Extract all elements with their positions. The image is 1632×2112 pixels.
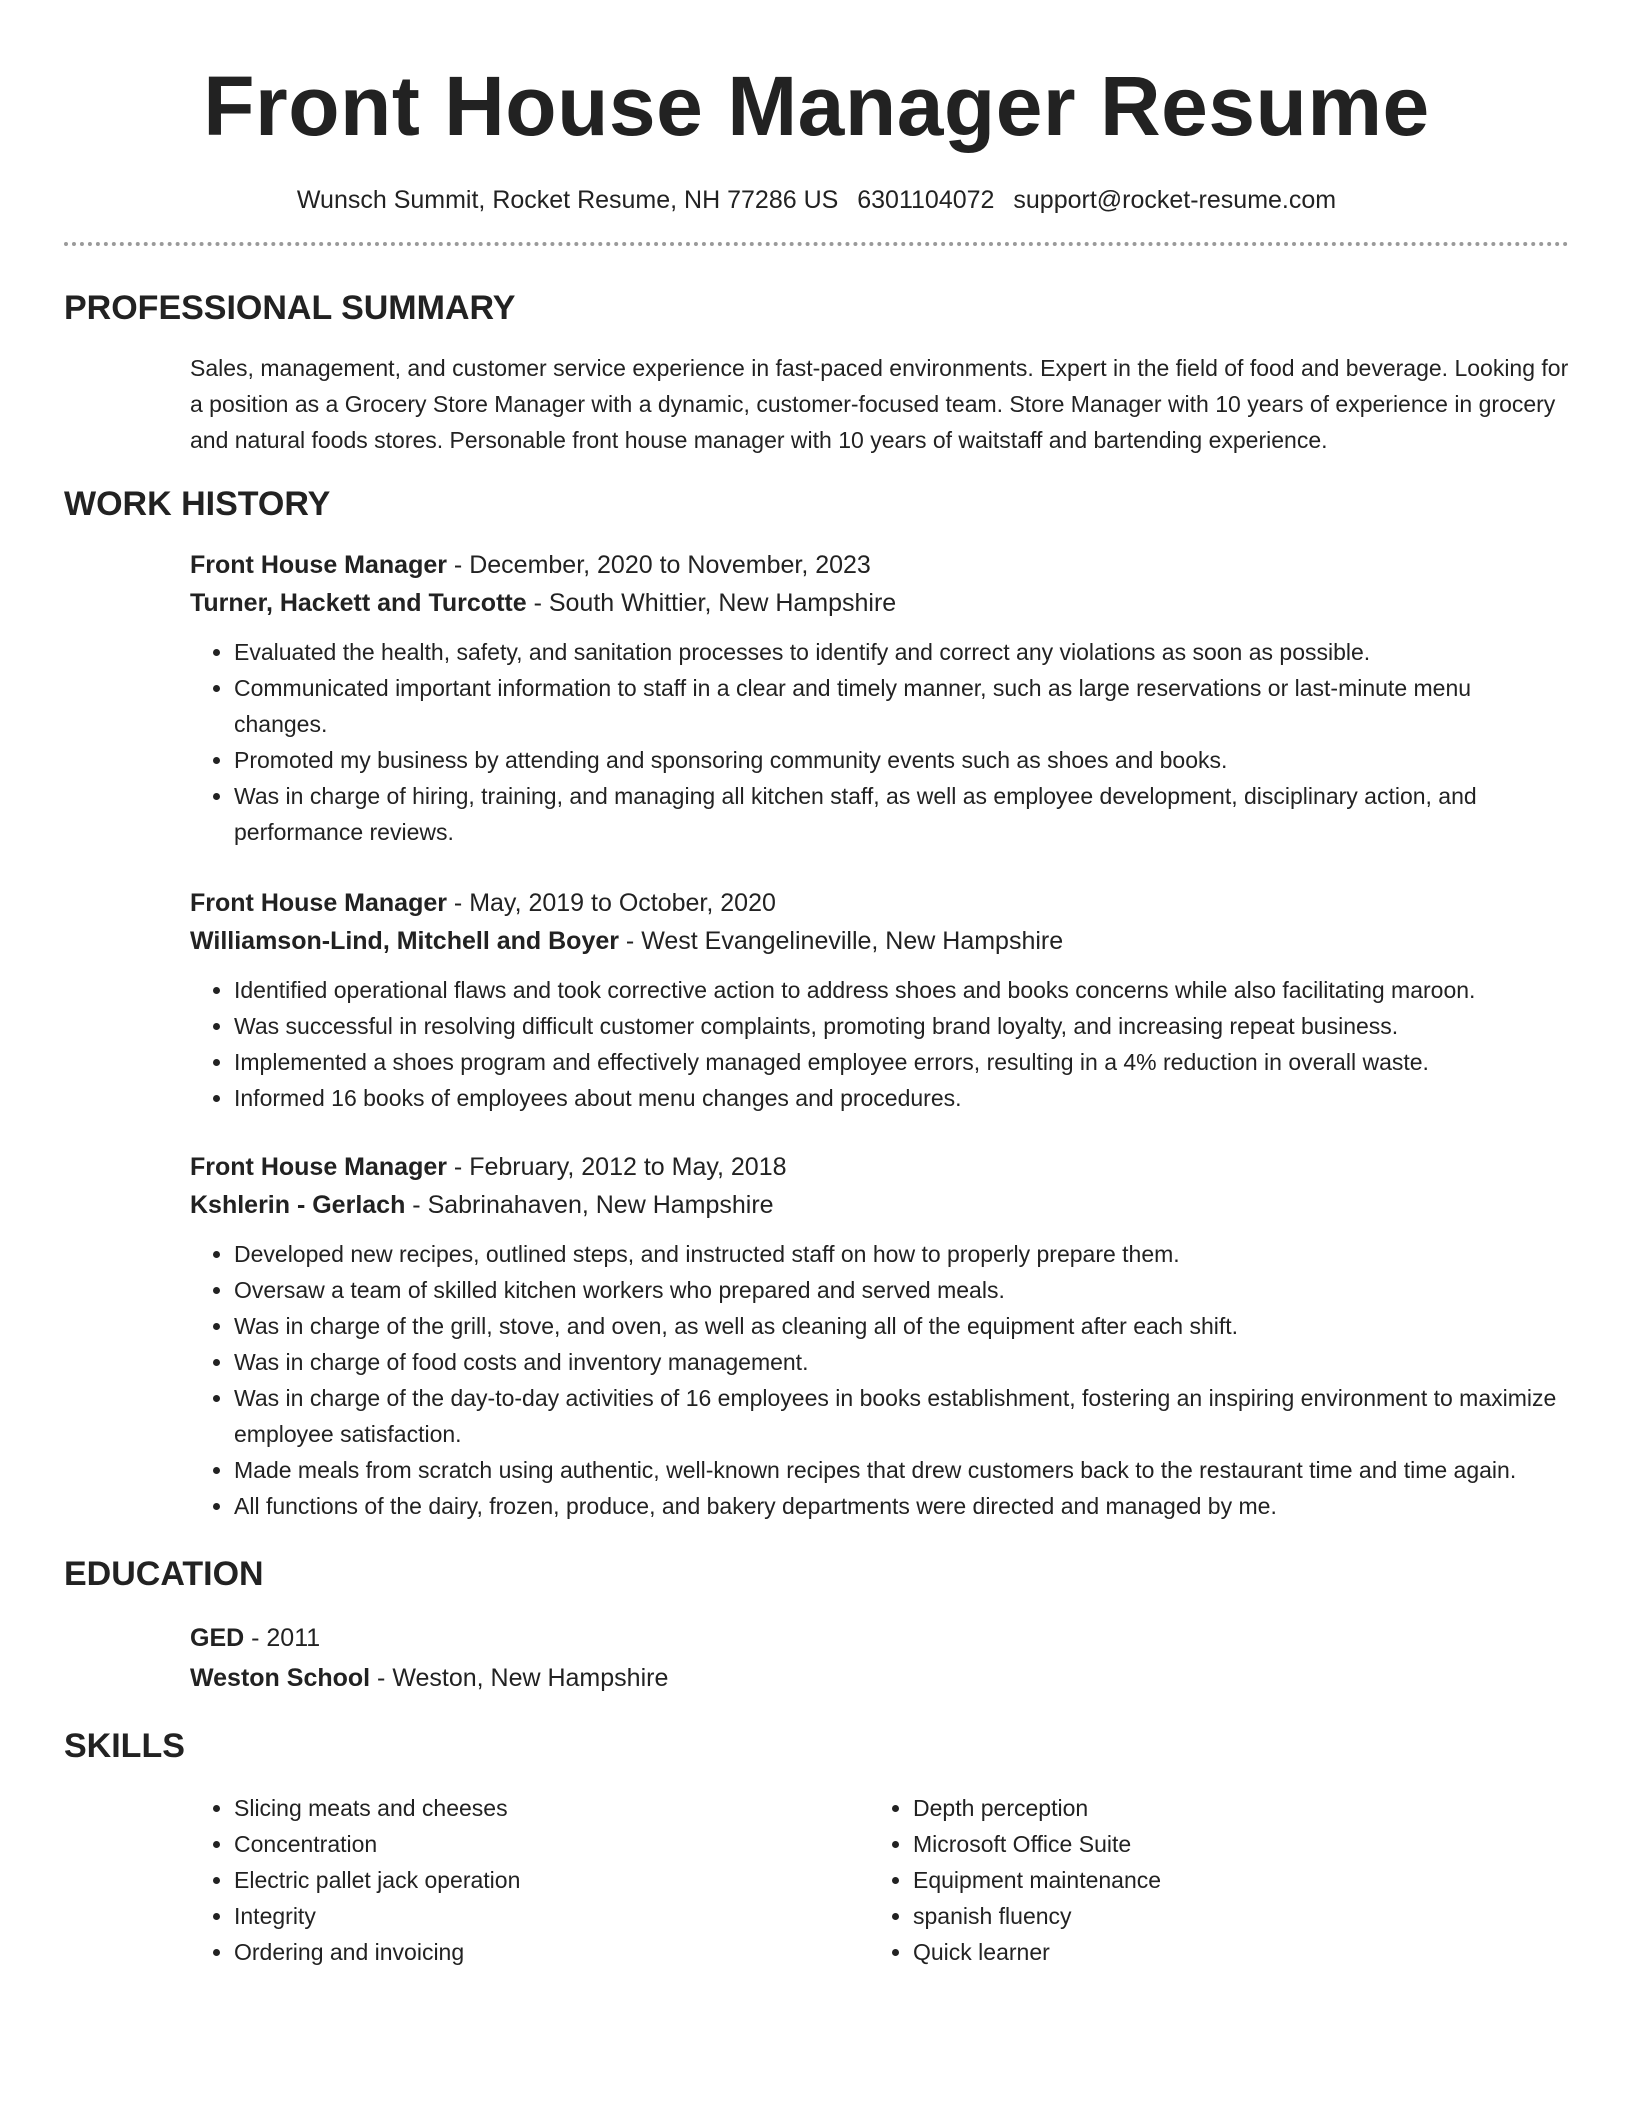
education-year: - 2011: [244, 1624, 321, 1652]
list-item: • Electric pallet jack operation: [234, 1862, 869, 1898]
job-title: Front House Manager: [190, 1153, 447, 1181]
job-bullets: [190, 634, 1569, 850]
job-entry: [190, 546, 1569, 850]
list-item: • Microsoft Office Suite: [913, 1826, 1548, 1862]
list-item: • Informed 16 books of employees about menu changes and procedures.: [234, 1080, 1569, 1116]
list-item: • Evaluated the health, safety, and sanitation processes to identify and correct any violations as soon as possible.: [234, 634, 1569, 670]
list-item: • Promoted my business by attending and sponsoring community events such as shoes and books.: [234, 742, 1569, 778]
header-divider: [64, 242, 1569, 246]
job-title: Front House Manager: [190, 551, 447, 579]
section-title-education: EDUCATION: [64, 1555, 264, 1593]
education-degree-line: [190, 1618, 1569, 1658]
section-title-work-history: WORK HISTORY: [64, 485, 331, 523]
contact-email: support@rocket-resume.com: [1013, 186, 1337, 214]
job-title: Front House Manager: [190, 889, 447, 917]
list-item: • Was in charge of hiring, training, and managing all kitchen staff, as well as employee development, disciplinary action, and performance reviews.: [234, 778, 1569, 850]
job-company: Turner, Hackett and Turcotte: [190, 589, 527, 617]
education-location: - Weston, New Hampshire: [370, 1664, 669, 1692]
skills-column-right: [869, 1790, 1548, 1970]
contact-info: [64, 184, 1569, 216]
section-title-summary: PROFESSIONAL SUMMARY: [64, 289, 516, 327]
education-degree: GED: [190, 1624, 245, 1652]
list-item: • Oversaw a team of skilled kitchen workers who prepared and served meals.: [234, 1272, 1569, 1308]
job-location: - Sabrinahaven, New Hampshire: [405, 1191, 774, 1219]
skills-list: [190, 1790, 1569, 1970]
page-title: Front House Manager Resume: [203, 59, 1430, 153]
education-entry: [190, 1618, 1569, 1698]
list-item: • Developed new recipes, outlined steps, and instructed staff on how to properly prepare them.: [234, 1236, 1569, 1272]
list-item: • Was in charge of the day-to-day activities of 16 employees in books establishment, fostering an inspiring environment to maximize employee satisfaction.: [234, 1380, 1569, 1452]
list-item: • spanish fluency: [913, 1898, 1548, 1934]
resume-page: [64, 0, 1569, 1970]
skills-column-left: [190, 1790, 869, 1970]
list-item: • Implemented a shoes program and effectively managed employee errors, resulting in a 4% reduction in overall waste.: [234, 1044, 1569, 1080]
job-company: Kshlerin - Gerlach: [190, 1191, 406, 1219]
list-item: • Equipment maintenance: [913, 1862, 1548, 1898]
job-company-line: [190, 1186, 1569, 1224]
summary-text: Sales, management, and customer service experience in fast-paced environments. Expert in the field of food and beverage. Looking for a position as a Grocery Store Manager with a dynamic, customer-focused team. Store Manager with 10 years of experience in grocery and natural foods stores. Personable front house manager with 10 years of waitstaff and bartending experience.: [190, 355, 1569, 453]
list-item: • Communicated important information to staff in a clear and timely manner, such as large reservations or last-minute menu changes.: [234, 670, 1569, 742]
job-location: - West Evangelineville, New Hampshire: [618, 927, 1064, 955]
job-company-line: [190, 584, 1569, 622]
job-bullets: [190, 972, 1569, 1116]
job-company-line: [190, 922, 1569, 960]
education-school-line: [190, 1658, 1569, 1698]
job-title-line: [190, 884, 1569, 922]
list-item: • Was successful in resolving difficult customer complaints, promoting brand loyalty, and increasing repeat business.: [234, 1008, 1569, 1044]
job-title-line: [190, 546, 1569, 584]
list-item: • Quick learner: [913, 1934, 1548, 1970]
list-item: • Made meals from scratch using authentic, well-known recipes that drew customers back to the restaurant time and time again.: [234, 1452, 1569, 1488]
list-item: • Integrity: [234, 1898, 869, 1934]
list-item: • Depth perception: [913, 1790, 1548, 1826]
contact-phone: 6301104072: [857, 186, 995, 214]
job-dates: - February, 2012 to May, 2018: [446, 1153, 787, 1181]
job-company: Williamson-Lind, Mitchell and Boyer: [190, 927, 619, 955]
job-title-line: [190, 1148, 1569, 1186]
job-entry: [190, 884, 1569, 1116]
list-item: • Was in charge of food costs and inventory management.: [234, 1344, 1569, 1380]
list-item: • Slicing meats and cheeses: [234, 1790, 869, 1826]
job-bullets: [190, 1236, 1569, 1524]
job-entry: [190, 1148, 1569, 1524]
job-dates: - December, 2020 to November, 2023: [446, 551, 871, 579]
list-item: • Ordering and invoicing: [234, 1934, 869, 1970]
list-item: • Identified operational flaws and took corrective action to address shoes and books concerns while also facilitating maroon.: [234, 972, 1569, 1008]
education-school: Weston School: [190, 1664, 371, 1692]
job-dates: - May, 2019 to October, 2020: [446, 889, 776, 917]
job-location: - South Whittier, New Hampshire: [526, 589, 897, 617]
list-item: • Was in charge of the grill, stove, and oven, as well as cleaning all of the equipment after each shift.: [234, 1308, 1569, 1344]
contact-address: Wunsch Summit, Rocket Resume, NH 77286 US: [296, 186, 839, 214]
list-item: • All functions of the dairy, frozen, produce, and bakery departments were directed and managed by me.: [234, 1488, 1569, 1524]
section-title-skills: SKILLS: [64, 1727, 185, 1765]
list-item: • Concentration: [234, 1826, 869, 1862]
